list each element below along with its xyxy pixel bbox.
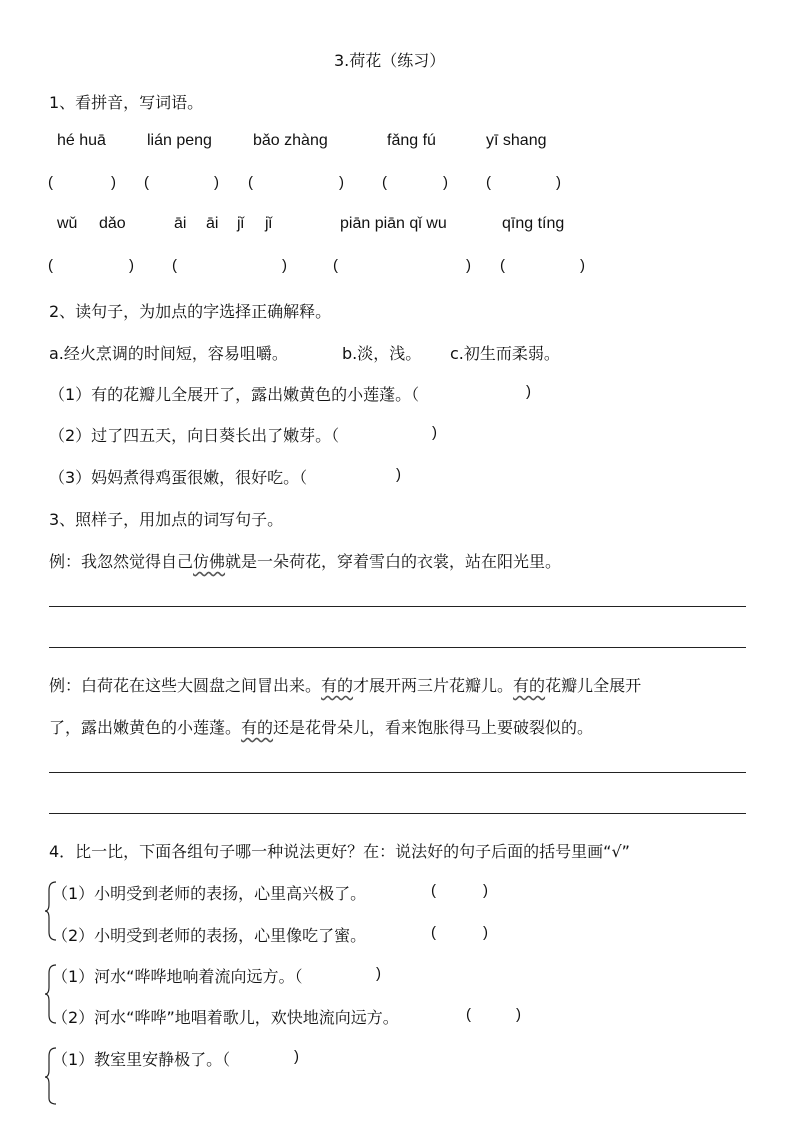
option-c: c.初生而柔弱。 <box>450 344 560 363</box>
close-paren: ) <box>516 1006 521 1023</box>
close-paren: ) <box>294 1048 299 1065</box>
q2-heading: 2、读句子，为加点的字选择正确解释。 <box>49 302 332 321</box>
close-paren: ) <box>339 174 344 191</box>
open-paren: ( <box>500 257 505 274</box>
close-paren: ) <box>443 174 448 191</box>
q4-heading: 4．比一比，下面各组句子哪一种说法更好？在：说法好的句子后面的括号里画“√” <box>49 842 630 861</box>
example-text: 才展开两三片花瓣儿。 <box>353 676 514 695</box>
close-paren: ) <box>129 257 134 274</box>
example-text: 了，露出嫩黄色的小莲蓬。 <box>49 718 242 737</box>
close-paren: ) <box>396 466 401 483</box>
open-paren: ( <box>144 174 149 191</box>
answer-line <box>49 606 746 607</box>
q2-item-1: （1）有的花瓣儿全展开了，露出嫩黄色的小莲蓬。（ <box>49 385 420 404</box>
open-paren: ( <box>48 174 53 191</box>
q2-item-2: （2）过了四五天，向日葵长出了嫩芽。（ <box>49 426 340 445</box>
close-paren: ) <box>282 257 287 274</box>
open-paren: ( <box>486 174 491 191</box>
pinyin-he-hua: hé huā <box>57 132 106 149</box>
pinyin-dao: dǎo <box>99 215 126 232</box>
q2-item-3: （3）妈妈煮得鸡蛋很嫩，很好吃。（ <box>49 468 308 487</box>
page-title: 3.荷花（练习） <box>334 51 446 70</box>
example-text: 例：白荷花在这些大圆盘之间冒出来。 <box>49 676 322 695</box>
dotted-word: 有的 <box>513 676 546 695</box>
q4-group1-item1: （1）小明受到老师的表扬，心里高兴极了。 <box>52 884 367 903</box>
example-1 <box>49 549 561 572</box>
q4-group3-item1: （1）教室里安静极了。（ <box>52 1050 231 1069</box>
pinyin-ai-1: āi <box>174 215 187 232</box>
close-paren: ) <box>483 924 488 941</box>
q3-heading: 3、照样子，用加点的词写句子。 <box>49 510 284 529</box>
q4-group2-item2: （2）河水“哗哗”地唱着歌儿，欢快地流向远方。 <box>52 1008 399 1027</box>
open-paren: ( <box>172 257 177 274</box>
example-text: 花瓣儿全展开 <box>545 676 642 695</box>
example-text: 例：我忽然觉得自己 <box>49 552 194 571</box>
close-paren: ) <box>526 383 531 400</box>
option-b: b.淡，浅。 <box>342 344 422 363</box>
pinyin-pian-pian-qi-wu: piān piān qǐ wu <box>340 215 447 232</box>
close-paren: ) <box>376 965 381 982</box>
open-paren: ( <box>431 924 436 941</box>
q4-group2-item1: （1）河水“哗哗地响着流向远方。（ <box>52 967 303 986</box>
close-paren: ) <box>580 257 585 274</box>
answer-line <box>49 772 746 773</box>
open-paren: ( <box>48 257 53 274</box>
close-paren: ) <box>483 882 488 899</box>
example-2-line-2 <box>49 715 593 738</box>
dotted-word: 有的 <box>241 718 274 737</box>
open-paren: ( <box>333 257 338 274</box>
pinyin-lian-peng: lián peng <box>147 132 212 149</box>
dotted-word: 仿佛 <box>193 552 226 571</box>
example-text: 就是一朵荷花，穿着雪白的衣裳，站在阳光里。 <box>225 552 562 571</box>
close-paren: ) <box>214 174 219 191</box>
q1-heading: 1、看拼音，写词语。 <box>49 93 204 112</box>
close-paren: ) <box>432 424 437 441</box>
open-paren: ( <box>382 174 387 191</box>
pinyin-fang-fu: fǎng fú <box>387 132 436 149</box>
option-a: a.经火烹调的时间短，容易咀嚼。 <box>49 344 288 363</box>
q4-group1-item2: （2）小明受到老师的表扬，心里像吃了蜜。 <box>52 926 367 945</box>
pinyin-qing-ting: qīng tíng <box>502 215 565 232</box>
close-paren: ) <box>466 257 471 274</box>
open-paren: ( <box>466 1006 471 1023</box>
pinyin-wu: wǔ <box>57 215 78 232</box>
answer-line <box>49 813 746 814</box>
pinyin-ai-2: āi <box>206 215 219 232</box>
example-2-line-1 <box>49 673 641 696</box>
close-paren: ) <box>556 174 561 191</box>
pinyin-ji-1: jǐ <box>237 215 245 232</box>
example-text: 还是花骨朵儿，看来饱胀得马上要破裂似的。 <box>273 718 594 737</box>
pinyin-ji-2: jǐ <box>265 215 273 232</box>
dotted-word: 有的 <box>321 676 354 695</box>
pinyin-bao-zhang: bǎo zhàng <box>253 132 328 149</box>
close-paren: ) <box>111 174 116 191</box>
pinyin-yi-shang: yī shang <box>486 132 547 149</box>
open-paren: ( <box>248 174 253 191</box>
open-paren: ( <box>431 882 436 899</box>
answer-line <box>49 647 746 648</box>
